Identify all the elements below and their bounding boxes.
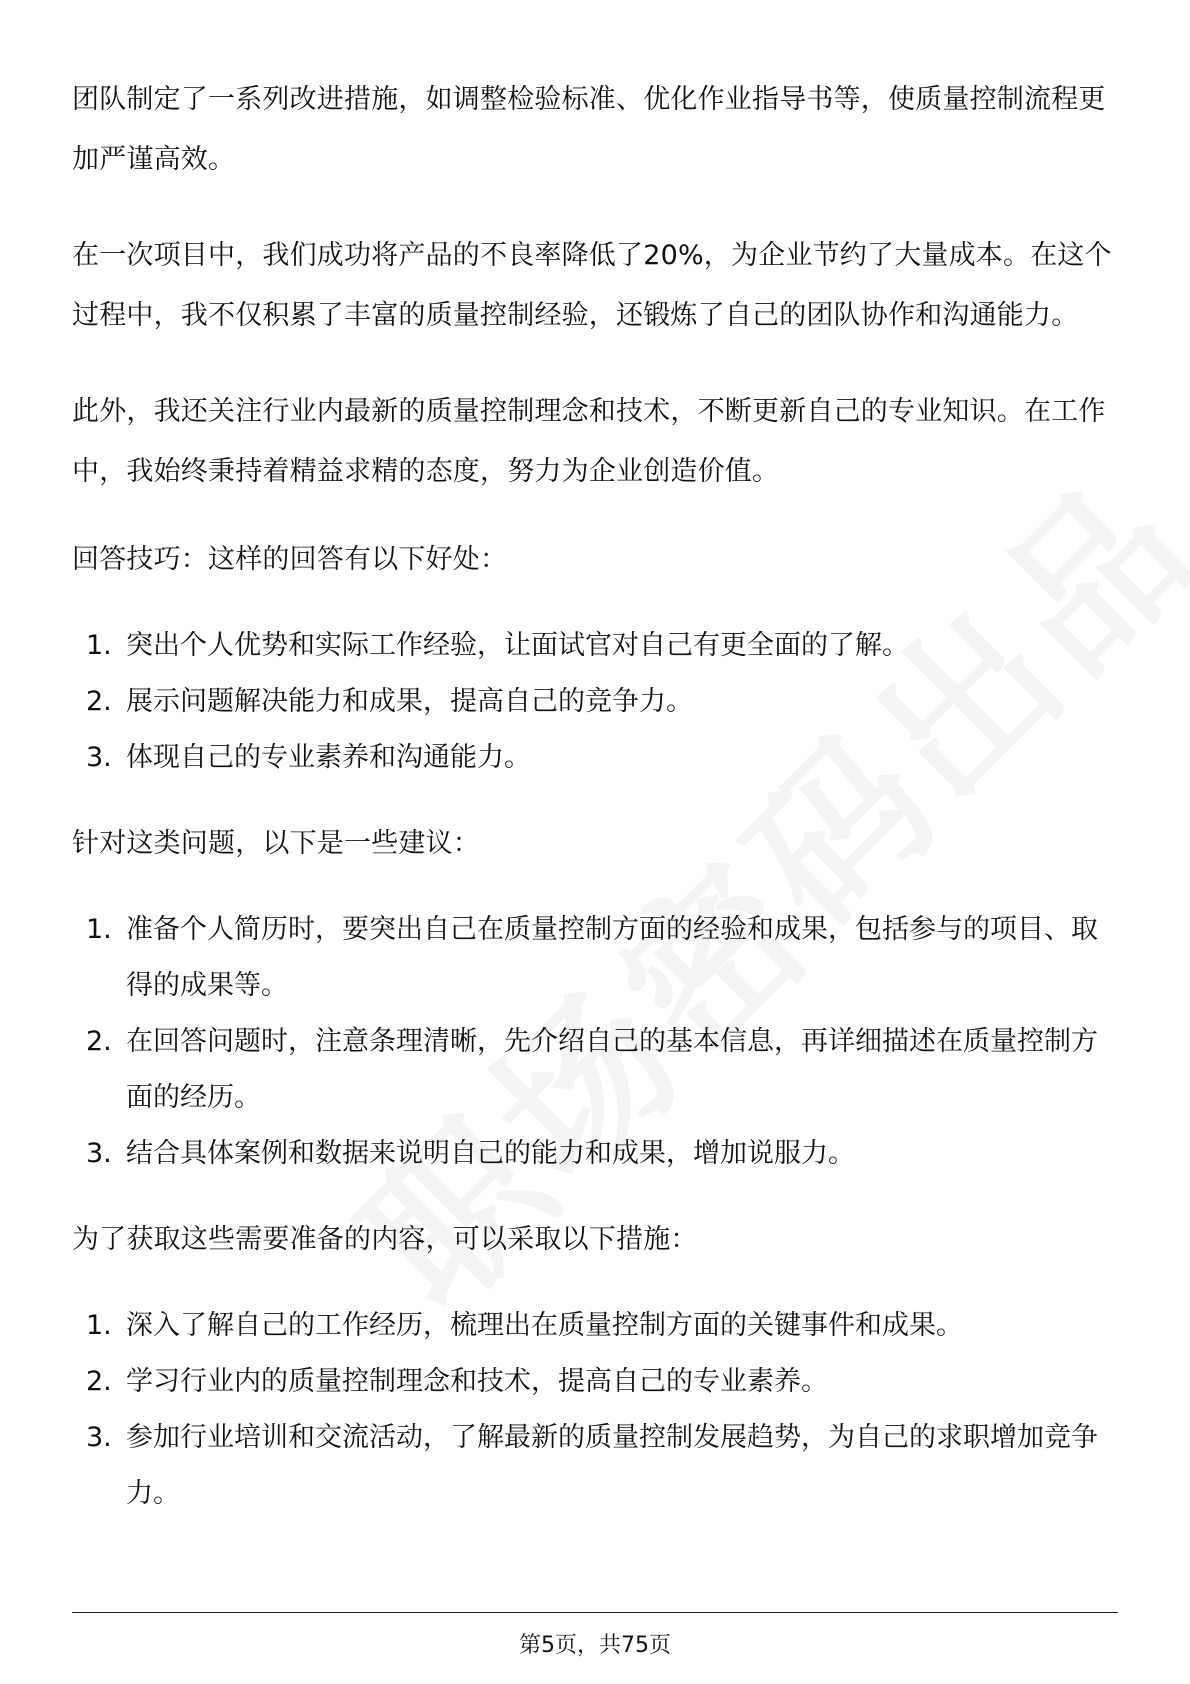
paragraph-improvements: 团队制定了一系列改进措施，如调整检验标准、优化作业指导书等，使质量控制流程更加严谨高效。 [72,84,1106,175]
list-item [72,1014,1118,1126]
list-item-text: 展示问题解决能力和成果，提高自己的竞争力。 [126,686,693,717]
list-item [72,674,1118,730]
page-number: 第5页，共75页 [519,1633,671,1658]
list-item [72,730,1118,786]
list-item-text: 突出个人优势和实际工作经验，让面试官对自己有更全面的了解。 [126,630,909,661]
tips-heading: 回答技巧：这样的回答有以下好处： [72,544,508,575]
list-number: 2. [86,1366,112,1397]
list-item-text: 结合具体案例和数据来说明自己的能力和成果，增加说服力。 [126,1138,855,1169]
list-item-text: 准备个人简历时，要突出自己在质量控制方面的经验和成果，包括参与的项目、取得的成果等。 [126,914,1098,1001]
tips-list [72,618,1118,786]
list-number: 3. [86,1422,112,1453]
paragraph-project-result: 在一次项目中，我们成功将产品的不良率降低了20%，为企业节约了大量成本。在这个过程中，我不仅积累了丰富的质量控制经验，还锻炼了自己的团队协作和沟通能力。 [72,240,1112,331]
prep-list [72,1298,1118,1522]
list-item-text: 参加行业培训和交流活动，了解最新的质量控制发展趋势，为自己的求职增加竞争力。 [126,1422,1098,1509]
list-item [72,902,1118,1014]
list-number: 3. [86,1138,112,1169]
footer-divider [72,1612,1118,1613]
list-number: 1. [86,914,112,945]
list-number: 1. [86,1310,112,1341]
list-number: 3. [86,742,112,773]
list-number: 2. [86,686,112,717]
advice-list [72,902,1118,1182]
list-item-text: 体现自己的专业素养和沟通能力。 [126,742,531,773]
list-item [72,1126,1118,1182]
list-number: 2. [86,1026,112,1057]
list-item [72,1298,1118,1354]
list-item-text: 在回答问题时，注意条理清晰，先介绍自己的基本信息，再详细描述在质量控制方面的经历。 [126,1026,1098,1113]
paragraph-continuous-learning: 此外，我还关注行业内最新的质量控制理念和技术，不断更新自己的专业知识。在工作中，我始终秉持着精益求精的态度，努力为企业创造价值。 [72,396,1106,487]
prep-heading: 为了获取这些需要准备的内容，可以采取以下措施： [72,1224,698,1255]
list-number: 1. [86,630,112,661]
list-item-text: 深入了解自己的工作经历，梳理出在质量控制方面的关键事件和成果。 [126,1310,963,1341]
document-page [72,0,1118,1684]
list-item [72,1354,1118,1410]
list-item [72,618,1118,674]
advice-heading: 针对这类问题，以下是一些建议： [72,828,480,859]
list-item-text: 学习行业内的质量控制理念和技术，提高自己的专业素养。 [126,1366,828,1397]
document-body [72,70,1118,1522]
list-item [72,1410,1118,1522]
